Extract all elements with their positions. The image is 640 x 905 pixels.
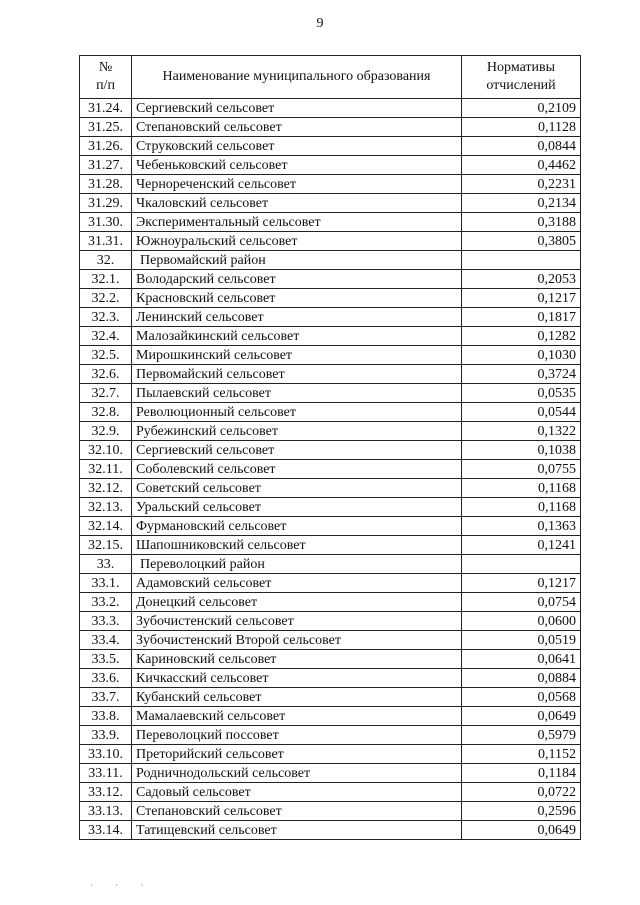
row-value: 0,0755	[462, 460, 581, 479]
row-number: 33.	[80, 555, 132, 574]
row-number: 32.10.	[80, 441, 132, 460]
row-value: 0,1168	[462, 479, 581, 498]
row-name: Татищевский сельсовет	[132, 821, 462, 840]
norms-table	[79, 55, 581, 840]
header-num-symbol: №	[98, 60, 113, 75]
row-number: 31.24.	[80, 99, 132, 118]
row-value: 0,0641	[462, 650, 581, 669]
page-number: 9	[316, 16, 324, 31]
row-name: Родничнодольский сельсовет	[132, 764, 462, 783]
row-value	[462, 555, 581, 574]
table-row	[80, 384, 581, 403]
row-value: 0,0519	[462, 631, 581, 650]
table-row	[80, 479, 581, 498]
row-number: 31.28.	[80, 175, 132, 194]
row-number: 33.8.	[80, 707, 132, 726]
table-row	[80, 821, 581, 840]
row-value: 0,0600	[462, 612, 581, 631]
row-name: Зубочистенский сельсовет	[132, 612, 462, 631]
row-number: 33.12.	[80, 783, 132, 802]
table-row	[80, 213, 581, 232]
row-value: 0,3805	[462, 232, 581, 251]
row-value: 0,0722	[462, 783, 581, 802]
row-value: 0,1363	[462, 517, 581, 536]
row-value: 0,1282	[462, 327, 581, 346]
row-value: 0,2109	[462, 99, 581, 118]
row-name: Кубанский сельсовет	[132, 688, 462, 707]
table-row	[80, 346, 581, 365]
row-value: 0,2596	[462, 802, 581, 821]
row-name: Южноуральский сельсовет	[132, 232, 462, 251]
row-value: 0,2053	[462, 270, 581, 289]
table-row	[80, 327, 581, 346]
row-value: 0,1128	[462, 118, 581, 137]
row-name: Струковский сельсовет	[132, 137, 462, 156]
row-number: 33.9.	[80, 726, 132, 745]
row-value: 0,1322	[462, 422, 581, 441]
row-name: Сергиевский сельсовет	[132, 441, 462, 460]
row-name: Переволоцкий район	[132, 555, 462, 574]
table-row	[80, 517, 581, 536]
table-row	[80, 745, 581, 764]
row-number: 31.25.	[80, 118, 132, 137]
table-row	[80, 460, 581, 479]
row-name: Советский сельсовет	[132, 479, 462, 498]
row-value: 0,0884	[462, 669, 581, 688]
table-body	[80, 99, 581, 840]
row-number: 33.1.	[80, 574, 132, 593]
row-number: 32.11.	[80, 460, 132, 479]
table-row	[80, 612, 581, 631]
table-row	[80, 688, 581, 707]
row-number: 32.6.	[80, 365, 132, 384]
row-value: 0,2231	[462, 175, 581, 194]
table-row	[80, 593, 581, 612]
row-name: Революционный сельсовет	[132, 403, 462, 422]
table-row	[80, 289, 581, 308]
row-name: Фурмановский сельсовет	[132, 517, 462, 536]
row-value: 0,1217	[462, 289, 581, 308]
table-header	[80, 56, 581, 99]
row-name: Кариновский сельсовет	[132, 650, 462, 669]
row-name: Чебеньковский сельсовет	[132, 156, 462, 175]
row-name: Мамалаевский сельсовет	[132, 707, 462, 726]
row-number: 32.13.	[80, 498, 132, 517]
row-number: 32.3.	[80, 308, 132, 327]
row-name: Сергиевский сельсовет	[132, 99, 462, 118]
row-name: Первомайский сельсовет	[132, 365, 462, 384]
header-num-label: п/п	[96, 78, 115, 93]
row-number: 33.7.	[80, 688, 132, 707]
table-row	[80, 270, 581, 289]
row-number: 32.2.	[80, 289, 132, 308]
row-name: Зубочистенский Второй сельсовет	[132, 631, 462, 650]
row-name: Преторийский сельсовет	[132, 745, 462, 764]
row-value: 0,4462	[462, 156, 581, 175]
table-row	[80, 802, 581, 821]
row-number: 32.1.	[80, 270, 132, 289]
row-number: 31.31.	[80, 232, 132, 251]
row-name: Первомайский район	[132, 251, 462, 270]
table-row	[80, 156, 581, 175]
row-name: Садовый сельсовет	[132, 783, 462, 802]
table-row	[80, 764, 581, 783]
table-row	[80, 365, 581, 384]
row-value: 0,3724	[462, 365, 581, 384]
row-value: 0,0535	[462, 384, 581, 403]
header-value: Нормативы отчислений	[462, 56, 581, 99]
row-value: 0,5979	[462, 726, 581, 745]
row-value: 0,0649	[462, 821, 581, 840]
row-name: Экспериментальный сельсовет	[132, 213, 462, 232]
row-value	[462, 251, 581, 270]
row-value: 0,1241	[462, 536, 581, 555]
table-row	[80, 403, 581, 422]
table-row	[80, 631, 581, 650]
table-row	[80, 669, 581, 688]
row-name: Кичкасский сельсовет	[132, 669, 462, 688]
row-number: 31.26.	[80, 137, 132, 156]
table-row	[80, 574, 581, 593]
row-name: Рубежинский сельсовет	[132, 422, 462, 441]
scan-marks: · · ·	[90, 880, 154, 890]
row-value: 0,1038	[462, 441, 581, 460]
row-value: 0,2134	[462, 194, 581, 213]
table-row	[80, 422, 581, 441]
row-number: 33.10.	[80, 745, 132, 764]
row-name: Пылаевский сельсовет	[132, 384, 462, 403]
row-number: 32.9.	[80, 422, 132, 441]
row-name: Чкаловский сельсовет	[132, 194, 462, 213]
row-value: 0,1217	[462, 574, 581, 593]
table-row	[80, 783, 581, 802]
row-number: 33.3.	[80, 612, 132, 631]
row-number: 31.29.	[80, 194, 132, 213]
row-number: 32.14.	[80, 517, 132, 536]
row-name: Степановский сельсовет	[132, 118, 462, 137]
row-number: 32.7.	[80, 384, 132, 403]
table-row	[80, 118, 581, 137]
table-row	[80, 308, 581, 327]
district-row	[80, 555, 581, 574]
row-value: 0,3188	[462, 213, 581, 232]
table-row	[80, 441, 581, 460]
row-name: Красновский сельсовет	[132, 289, 462, 308]
row-name: Адамовский сельсовет	[132, 574, 462, 593]
row-value: 0,0844	[462, 137, 581, 156]
district-row	[80, 251, 581, 270]
table-row	[80, 175, 581, 194]
row-number: 33.13.	[80, 802, 132, 821]
row-value: 0,1184	[462, 764, 581, 783]
row-name: Володарский сельсовет	[132, 270, 462, 289]
row-name: Малозайкинский сельсовет	[132, 327, 462, 346]
row-number: 32.15.	[80, 536, 132, 555]
row-value: 0,0754	[462, 593, 581, 612]
row-name: Шапошниковский сельсовет	[132, 536, 462, 555]
row-name: Ленинский сельсовет	[132, 308, 462, 327]
row-number: 32.	[80, 251, 132, 270]
row-name: Уральский сельсовет	[132, 498, 462, 517]
row-number: 33.5.	[80, 650, 132, 669]
table-row	[80, 650, 581, 669]
row-name: Донецкий сельсовет	[132, 593, 462, 612]
row-name: Мирошкинский сельсовет	[132, 346, 462, 365]
row-value: 0,0544	[462, 403, 581, 422]
header-row	[80, 56, 581, 99]
row-number: 33.6.	[80, 669, 132, 688]
table-row	[80, 137, 581, 156]
row-number: 32.5.	[80, 346, 132, 365]
row-name: Соболевский сельсовет	[132, 460, 462, 479]
table-row	[80, 498, 581, 517]
header-num	[80, 56, 132, 99]
table-row	[80, 536, 581, 555]
row-number: 33.11.	[80, 764, 132, 783]
row-number: 31.30.	[80, 213, 132, 232]
row-number: 33.4.	[80, 631, 132, 650]
row-name: Переволоцкий поссовет	[132, 726, 462, 745]
row-number: 32.8.	[80, 403, 132, 422]
table-row	[80, 232, 581, 251]
row-value: 0,0568	[462, 688, 581, 707]
row-number: 33.14.	[80, 821, 132, 840]
row-name: Чернореченский сельсовет	[132, 175, 462, 194]
table-row	[80, 194, 581, 213]
row-value: 0,0649	[462, 707, 581, 726]
table-row	[80, 726, 581, 745]
row-value: 0,1817	[462, 308, 581, 327]
row-value: 0,1168	[462, 498, 581, 517]
row-value: 0,1152	[462, 745, 581, 764]
row-number: 31.27.	[80, 156, 132, 175]
row-name: Степановский сельсовет	[132, 802, 462, 821]
row-number: 33.2.	[80, 593, 132, 612]
header-name: Наименование муниципального образования	[132, 56, 462, 99]
row-number: 32.12.	[80, 479, 132, 498]
row-value: 0,1030	[462, 346, 581, 365]
table-row	[80, 707, 581, 726]
table-row	[80, 99, 581, 118]
row-number: 32.4.	[80, 327, 132, 346]
